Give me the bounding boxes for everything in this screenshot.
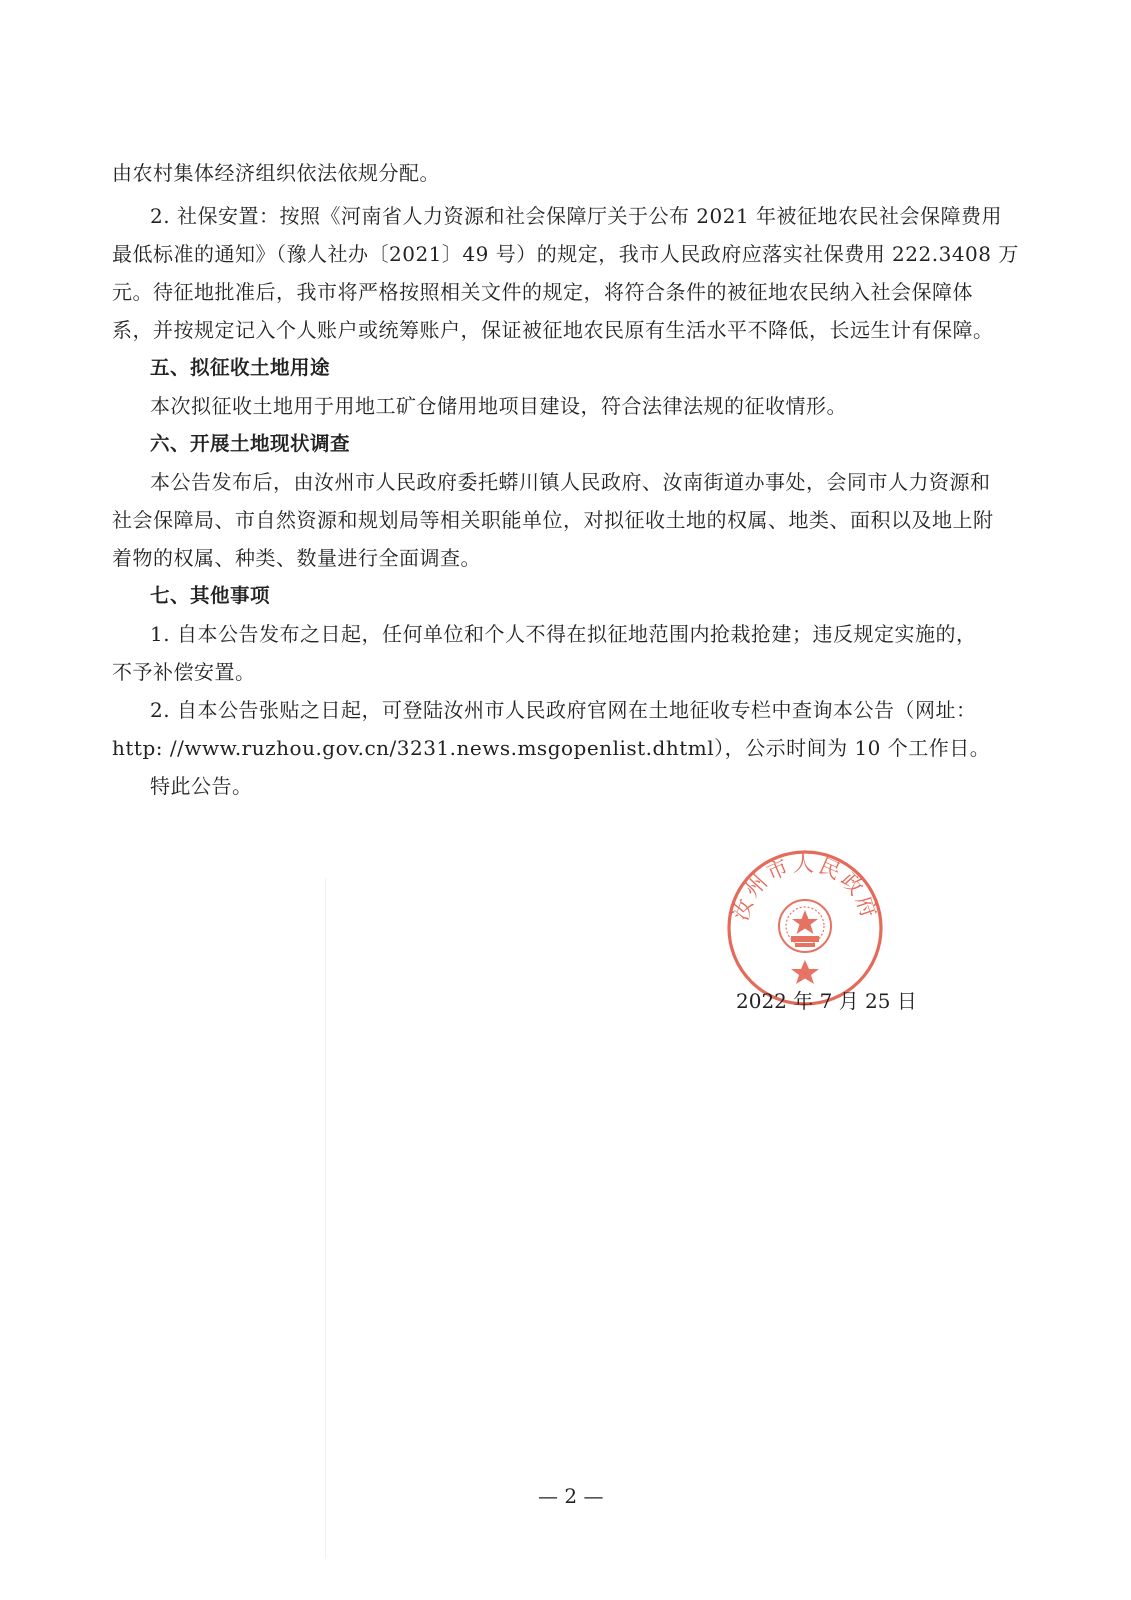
paragraph-line: 系，并按规定记入个人账户或统筹账户，保证被征地农民原有生活水平不降低，长远生计有保障。	[112, 318, 994, 342]
paragraph-line: 社会保障局、市自然资源和规划局等相关职能单位，对拟征收土地的权属、地类、面积以及地上附	[112, 508, 994, 532]
section-heading: 五、拟征收土地用途	[150, 356, 331, 379]
paragraph-line: 特此公告。	[150, 774, 253, 798]
svg-text:汝州市人民政府: 汝州市人民政府	[728, 851, 882, 924]
paragraph-line: 2. 自本公告张贴之日起，可登陆汝州市人民政府官网在土地征收专栏中查询本公告（网址：	[150, 698, 977, 722]
paragraph-line: 最低标准的通知》（豫人社办〔2021〕49 号）的规定，我市人民政府应落实社保费用 222.3408 万	[112, 242, 1019, 266]
scan-fold-mark	[325, 878, 326, 1558]
paragraph-line: 2. 社保安置：按照《河南省人力资源和社会保障厅关于公布 2021 年被征地农民社会保障费用	[150, 204, 1003, 228]
section-heading: 七、其他事项	[150, 584, 271, 607]
paragraph-line: 不予补偿安置。	[112, 660, 256, 684]
paragraph-line: 1. 自本公告发布之日起，任何单位和个人不得在拟征地范围内抢栽抢建；违反规定实施的，	[150, 622, 977, 646]
national-emblem-icon	[779, 900, 831, 952]
paragraph-line: 本次拟征收土地用于用地工矿仓储用地项目建设，符合法律法规的征收情形。	[150, 394, 847, 418]
issue-date: 2022 年 7 月 25 日	[736, 989, 917, 1013]
paragraph-line: 着物的权属、种类、数量进行全面调查。	[112, 546, 481, 570]
paragraph-line: 由农村集体经济组织依法依规分配。	[112, 161, 440, 185]
page-number: — 2 —	[538, 1484, 604, 1508]
paragraph-line: http: //www.ruzhou.gov.cn/3231.news.msgopenlist.dhtml），公示时间为 10 个工作日。	[112, 736, 991, 760]
paragraph-line: 元。待征地批准后，我市将严格按照相关文件的规定，将符合条件的被征地农民纳入社会保障体	[112, 280, 973, 304]
official-seal	[725, 848, 885, 1008]
section-heading: 六、开展土地现状调查	[150, 432, 351, 455]
paragraph-line: 本公告发布后，由汝州市人民政府委托蟒川镇人民政府、汝南街道办事处，会同市人力资源和	[150, 470, 991, 494]
